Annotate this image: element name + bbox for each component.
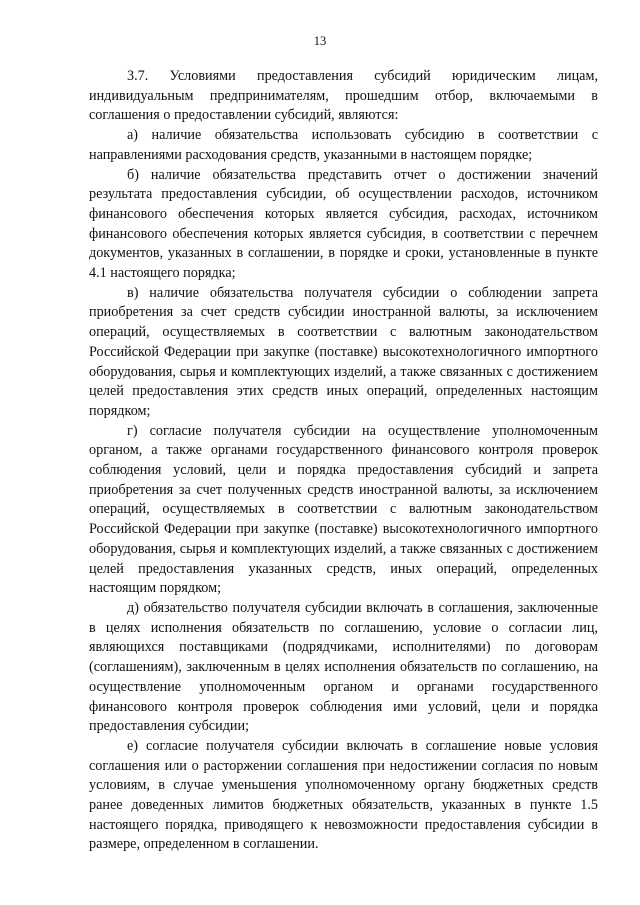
paragraph-item-e: е) согласие получателя субсидии включать в соглашение новые условия соглашения или о расторжении соглашения при недостижении согласия по новым условиям, в случае уменьшения уполномоченному органу бюджетных средств ранее доведенных лимитов бюджетных обязательств, указанных в пункте 1.5 настоящего порядка, приводящего к невозможности предоставления субсидии в размере, определенном в соглашении. [89,737,598,853]
paragraph-item-b: б) наличие обязательства представить отчет о достижении значений результата предоставления субсидии, об осуществлении расходов, источником финансового обеспечения которых является субсидия, расходах, источником финансового обеспечения которых является субсидия, в соответствии с перечнем документов, указанных в соглашении, в порядке и сроки, установленные в пункте 4.1 настоящего порядка; [89,166,598,282]
paragraph-3-7-intro: 3.7. Условиями предоставления субсидий юридическим лицам, индивидуальным предпринимателям, прошедшим отбор, включаемыми в соглашения о предоставлении субсидий, являются: [89,68,598,124]
document-body [89,67,598,855]
page-number: 13 [313,34,327,48]
paragraph-item-a: а) наличие обязательства использовать субсидию в соответствии с направлениями расходования средств, указанными в настоящем порядке; [89,127,598,163]
paragraph-item-g: г) согласие получателя субсидии на осуществление уполномоченным органом, а также органами государственного финансового контроля проверок соблюдения условий, цели и порядка предоставления субсидий и запрета приобретения за счет полученных средств иностранной валюты, за исключением операций, осуществляемых в соответствии с валютным законодательством Российской Федерации при закупке (поставке) высокотехнологичного импортного оборудования, сырья и комплектующих изделий, а также связанных с достижением целей предоставления указанных средств, иных операций, определенных настоящим порядком; [89,422,598,597]
paragraph-item-d: д) обязательство получателя субсидии включать в соглашения, заключенные в целях исполнения обязательств по соглашению, условие о согласии лиц, являющихся поставщиками (подрядчиками, исполнителями) по договорам (соглашениям), заключенным в целях исполнения обязательств по соглашению, на осуществление уполномоченным органом и органами государственного финансового контроля проверок соблюдения ими условий, цели и порядка предоставления субсидии; [89,599,598,735]
paragraph-item-v: в) наличие обязательства получателя субсидии о соблюдении запрета приобретения за счет средств субсидии иностранной валюты, за исключением операций, осуществляемых в соответствии с валютным законодательством Российской Федерации при закупке (поставке) высокотехнологичного импортного оборудования, сырья и комплектующих изделий, а также связанных с достижением целей предоставления этих средств иных операций, определенных настоящим порядком; [89,284,598,419]
